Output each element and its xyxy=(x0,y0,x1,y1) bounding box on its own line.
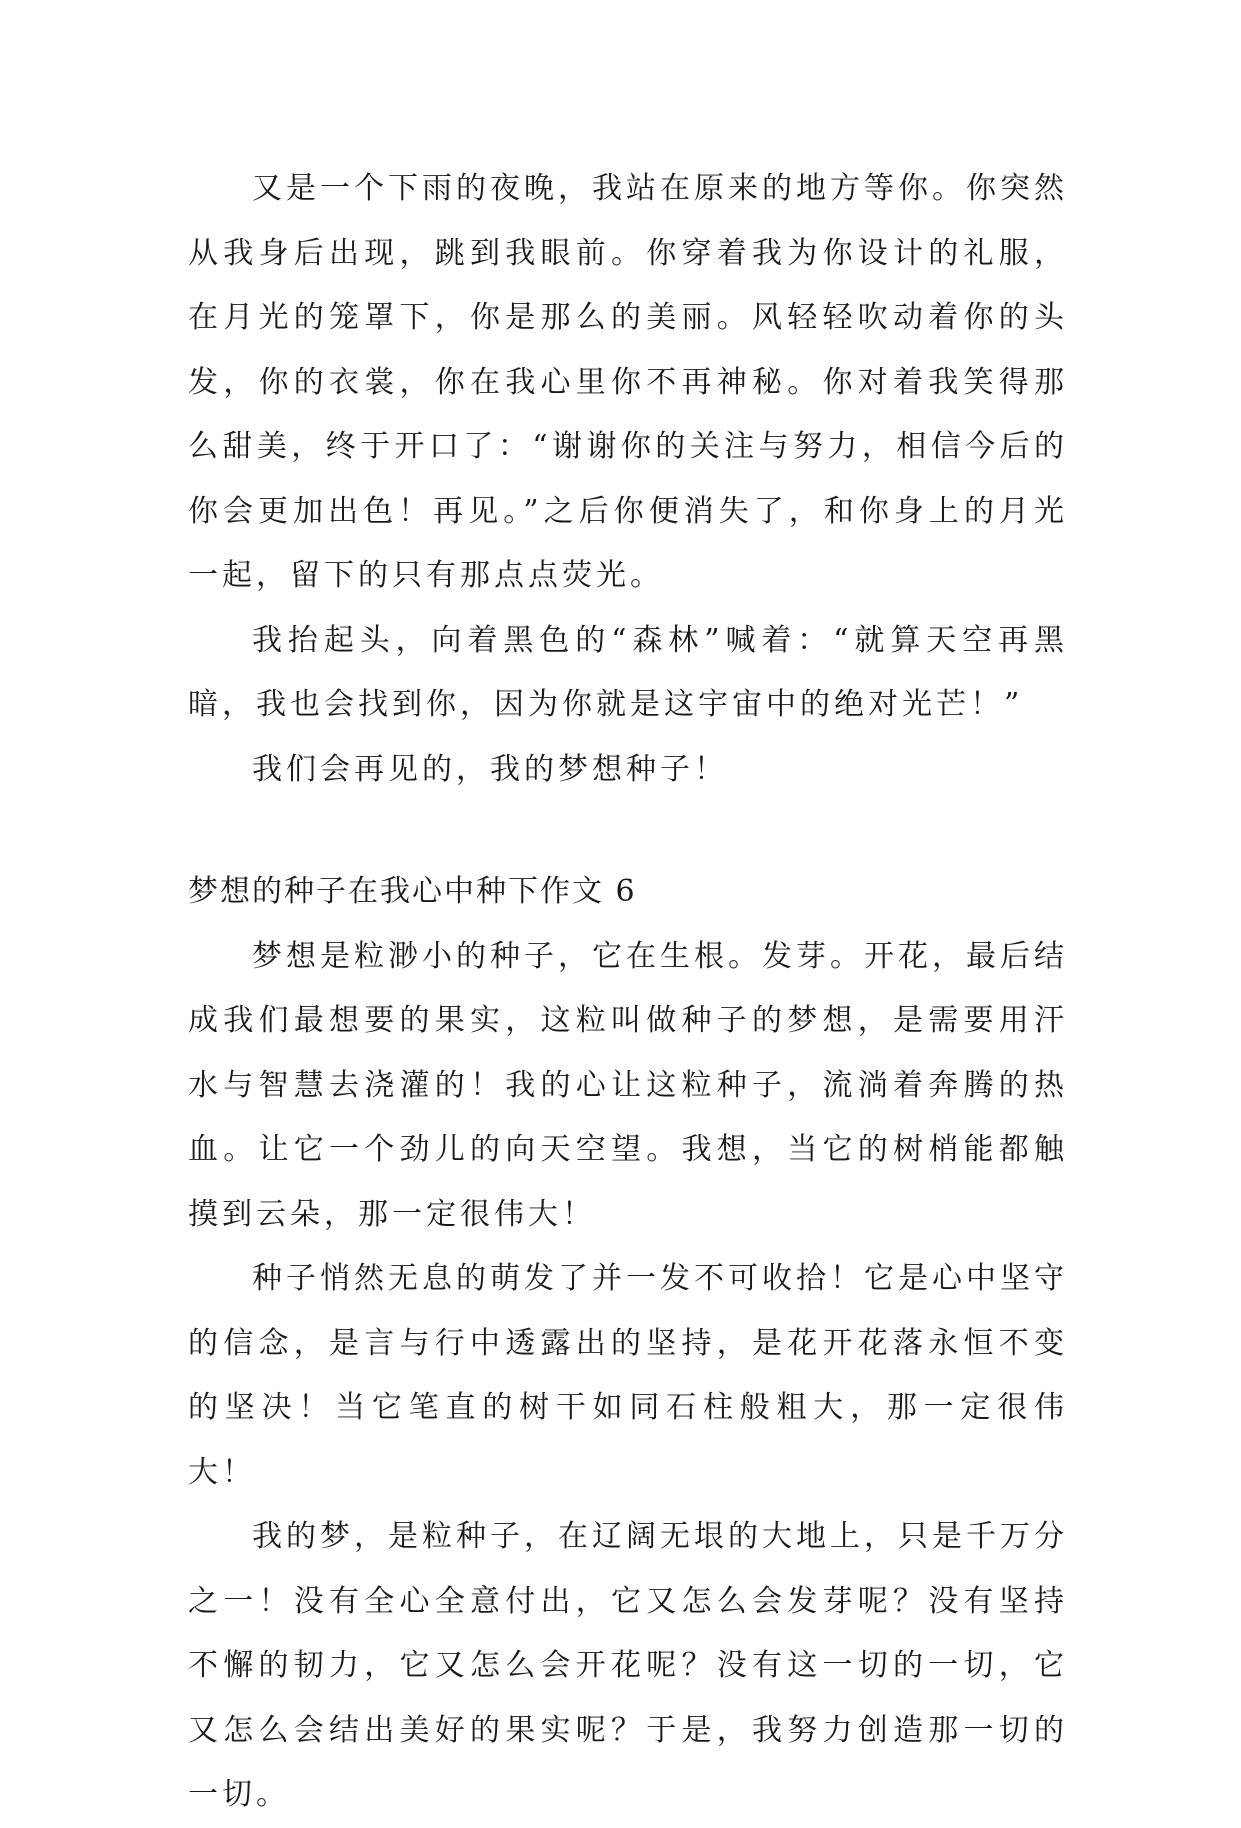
paragraph: 又是一个下雨的夜晚，我站在原来的地方等你。你突然从我身后出现，跳到我眼前。你穿着我为你设计的礼服，在月光的笼罩下，你是那么的美丽。风轻轻吹动着你的头发，你的衣裳，你在我心里你不再神秘。你对着我笑得那么甜美，终于开口了：“谢谢你的关注与努力，相信今后的你会更加出色！再见。”之后你便消失了，和你身上的月光一起，留下的只有那点点荧光。 xyxy=(188,171,1068,593)
paragraph: 种子悄然无息的萌发了并一发不可收拾！它是心中坚守的信念，是言与行中透露出的坚持，是花开花落永恒不变的坚决！当它笔直的树干如同石柱般粗大，那一定很伟大！ xyxy=(188,1261,1068,1490)
essay-heading: 梦想的种子在我心中种下作文 6 xyxy=(188,874,637,909)
paragraph: 我们会再见的，我的梦想种子！ xyxy=(252,751,728,787)
paragraph: 我的梦，是粒种子，在辽阔无垠的大地上，只是千万分之一！没有全心全意付出，它又怎么会发芽呢？没有坚持不懈的韧力，它又怎么会开花呢？没有这一切的一切，它又怎么会结出美好的果实呢？于是，我努力创造那一切的一切。 xyxy=(188,1519,1068,1812)
document-body xyxy=(188,157,1068,1828)
paragraph: 我抬起头，向着黑色的“森林”喊着：“就算天空再黑暗，我也会找到你，因为你就是这宇宙中的绝对光芒！” xyxy=(188,622,1068,722)
paragraph: 梦想是粒渺小的种子，它在生根。发芽。开花，最后结成我们最想要的果实，这粒叫做种子的梦想，是需要用汗水与智慧去浇灌的！我的心让这粒种子，流淌着奔腾的热血。让它一个劲儿的向天空望。我想，当它的树梢能都触摸到云朵，那一定很伟大！ xyxy=(188,938,1068,1232)
